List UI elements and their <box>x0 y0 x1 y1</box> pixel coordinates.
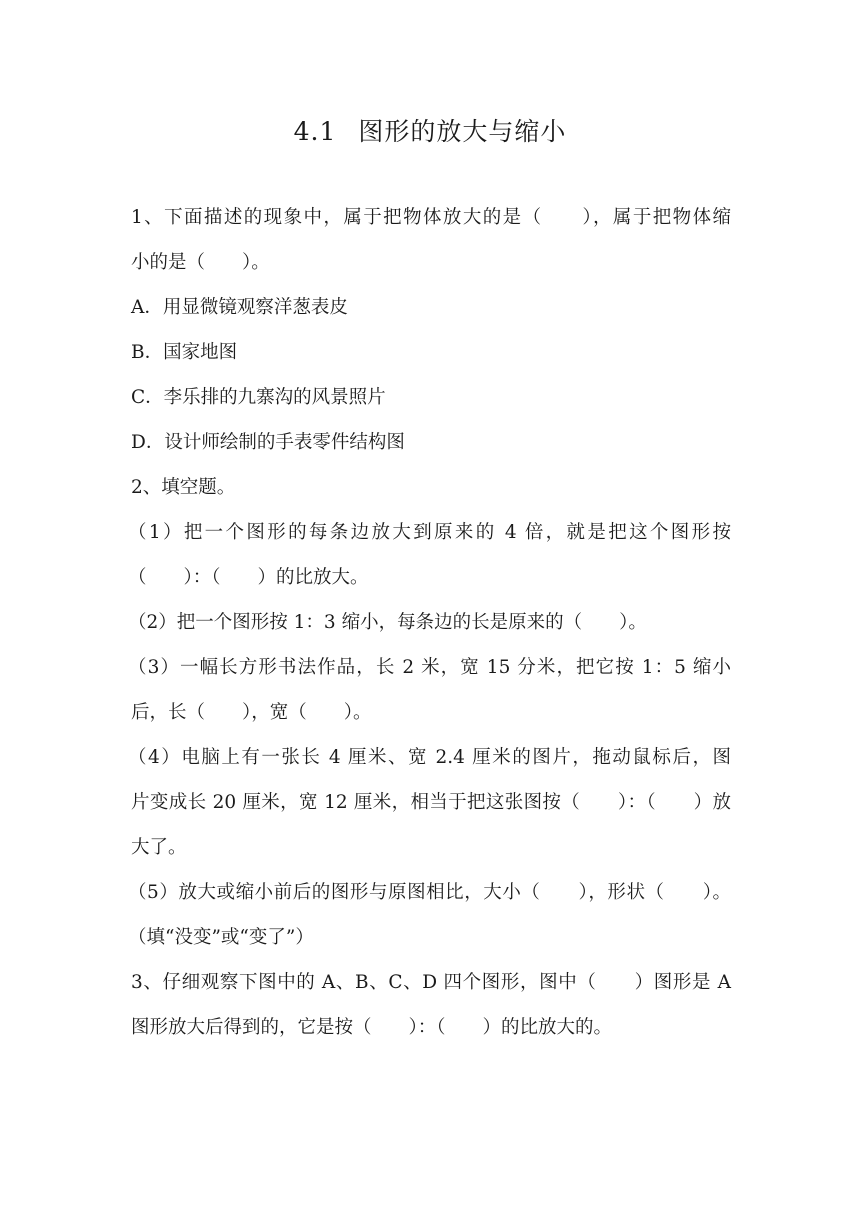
title-text: 图形的放大与缩小 <box>358 117 567 146</box>
question-2-4-line-1: （4）电脑上有一张长 4 厘米、宽 2.4 厘米的图片，拖动鼠标后，图 <box>128 747 731 768</box>
question-2-heading: 2、填空题。 <box>131 477 236 498</box>
question-2-5-line-1: （5）放大或缩小前后的图形与原图相比，大小（ ），形状（ ）。 <box>128 882 731 903</box>
question-2-3-line-1: （3）一幅长方形书法作品，长 2 米，宽 15 分米，把它按 1：5 缩小 <box>128 657 731 678</box>
question-2-1-line-2: （ ）：（ ）的比放大。 <box>128 567 369 588</box>
question-1-line-1: 1、下面描述的现象中，属于把物体放大的是（ ），属于把物体缩 <box>131 207 731 228</box>
option-c: C．李乐排的九寨沟的风景照片 <box>131 387 386 408</box>
option-a: A．用显微镜观察洋葱表皮 <box>131 297 348 318</box>
question-2-5-line-2: （填“没变”或“变了”） <box>128 927 314 948</box>
question-3-line-1: 3、仔细观察下图中的 A、B、C、D 四个图形，图中（ ）图形是 A <box>131 972 731 993</box>
question-1-line-2: 小的是（ ）。 <box>131 252 270 273</box>
page-title <box>0 112 860 148</box>
question-2-4-line-3: 大了。 <box>131 837 187 858</box>
question-2-1-line-1: （1）把一个图形的每条边放大到原来的 4 倍，就是把这个图形按 <box>128 522 731 543</box>
question-2-4-line-2: 片变成长 20 厘米，宽 12 厘米，相当于把这张图按（ ）：（ ）放 <box>131 792 731 813</box>
question-3-line-2: 图形放大后得到的，它是按（ ）：（ ）的比放大的。 <box>131 1017 613 1038</box>
option-b: B．国家地图 <box>131 342 238 363</box>
question-2-3-line-2: 后，长（ ），宽（ ）。 <box>131 702 372 723</box>
title-number: 4.1 <box>293 117 337 146</box>
option-d: D．设计师绘制的手表零件结构图 <box>131 432 405 453</box>
question-2-2: （2）把一个图形按 1：3 缩小，每条边的长是原来的（ ）。 <box>128 612 647 633</box>
